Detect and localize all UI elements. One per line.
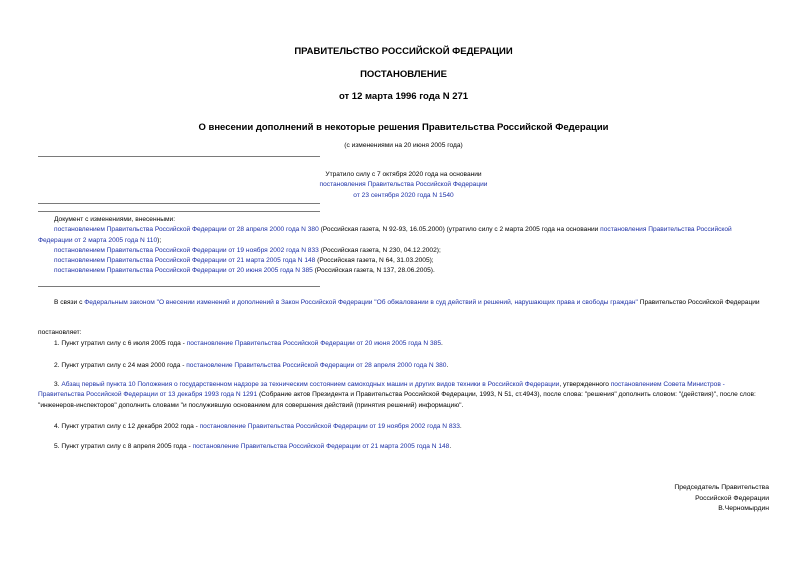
change-link-380[interactable]: постановлением Правительства Российской Федерации от 28 апреля 2000 года N 380	[54, 226, 319, 234]
federal-law-link[interactable]: Федеральным законом "О внесении изменений и дополнений в Закон Российской Федерации "Об обжаловании в суд действий и решений, нарушающих права и свободы граждан"	[84, 299, 638, 306]
expired-link[interactable]: постановления Правительства Российской Федерации	[319, 181, 488, 189]
point-2: 2. Пункт утратил силу с 24 мая 2000 года - постановление Правительства Российской Федерации от 28 апреля 2000 года N 380.	[54, 362, 449, 369]
point-3: 3. Абзац первый пункта 10 Положения о государственном надзоре за техническим состоянием самоходных машин и других видов техники в Российской Федерации, утвержденного постановлением Совета Министров - Правительства Российской Федерации от 13 декабря 1993 года N 1291 (Собрание актов Президента и Правительства Российской Федерации, 1993, N 51, ст.4943), после слова: "решения" дополнить словом: "(действия)", после слов: "инженеров-инспекторов" дополнить словами "и послужившую основанием для совершения действий (принятия решений) информацию".	[38, 381, 756, 409]
change-link-110[interactable]: постановления Правительства Российской Федерации от 2 марта 2005 года N 110	[38, 226, 732, 244]
divider-line	[38, 156, 320, 157]
change-link-833[interactable]: постановлением Правительства Российской Федерации от 19 ноября 2002 года N 833	[54, 246, 319, 254]
divider-line	[38, 211, 320, 212]
expired-notice	[0, 170, 807, 201]
change-item: постановлением Правительства Российской Федерации от 20 июня 2005 года N 385 (Российская газета, N 137, 28.06.2005).	[54, 267, 435, 275]
divider-line	[38, 203, 320, 204]
header-government: ПРАВИТЕЛЬСТВО РОССИЙСКОЙ ФЕДЕРАЦИИ	[294, 46, 513, 57]
point-3-regulation-link[interactable]: Абзац первый пункта 10 Положения о государственном надзоре за техническим состоянием самоходных машин и других видов техники в Российской Федерации	[61, 381, 560, 388]
point-4-link[interactable]: постановление Правительства Российской Федерации от 19 ноября 2002 года N 833	[199, 423, 460, 430]
change-item: постановлением Правительства Российской Федерации от 21 марта 2005 года N 148 (Российская газета, N 64, 31.03.2005);	[54, 257, 434, 265]
signature-name: В.Черномырдин	[718, 505, 769, 513]
change-item: постановлением Правительства Российской Федерации от 28 апреля 2000 года N 380 (Российская газета, N 92-93, 16.05.2000) (утратило силу с 2 марта 2005 года на основании постановления Правительства Российской Федерации от 2 марта 2005 года N 110);	[38, 226, 732, 244]
changes-intro: Документ с изменениями, внесенными:	[54, 216, 176, 223]
signature-block	[674, 483, 769, 515]
point-5-link[interactable]: постановление Правительства Российской Федерации от 21 марта 2005 года N 148	[192, 443, 450, 450]
document-subtitle: (с изменениями на 20 июня 2005 года)	[344, 142, 463, 149]
change-item: постановлением Правительства Российской Федерации от 19 ноября 2002 года N 833 (Российская газета, N 230, 04.12.2002);	[54, 246, 441, 254]
changes-block	[38, 215, 768, 277]
document-title: О внесении дополнений в некоторые решения Правительства Российской Федерации	[198, 122, 609, 133]
point-1-link[interactable]: постановление Правительства Российской Федерации от 20 июня 2005 года N 385	[186, 340, 441, 347]
point-2-link[interactable]: постановление Правительства Российской Федерации от 28 апреля 2000 года N 380	[186, 362, 447, 369]
change-link-385[interactable]: постановлением Правительства Российской Федерации от 20 июня 2005 года N 385	[54, 267, 313, 275]
point-5: 5. Пункт утратил силу с 8 апреля 2005 года - постановление Правительства Российской Федерации от 21 марта 2005 года N 148.	[54, 443, 452, 450]
header-date: от 12 марта 1996 года N 271	[338, 91, 469, 102]
divider-line	[38, 286, 320, 287]
point-4: 4. Пункт утратил силу с 12 декабря 2002 года - постановление Правительства Российской Федерации от 19 ноября 2002 года N 833.	[54, 423, 462, 430]
expired-line1: Утратило силу с 7 октября 2020 года на основании	[325, 171, 482, 178]
signature-country: Российской Федерации	[695, 494, 769, 502]
point-1: 1. Пункт утратил силу с 6 июля 2005 года - постановление Правительства Российской Федерации от 20 июня 2005 года N 385.	[54, 340, 443, 347]
header-resolution: ПОСТАНОВЛЕНИЕ	[360, 69, 447, 80]
change-link-148[interactable]: постановлением Правительства Российской Федерации от 21 марта 2005 года N 148	[54, 257, 316, 265]
signature-position: Председатель Правительства	[674, 484, 769, 491]
preamble-paragraph: В связи с Федеральным законом "О внесении изменений и дополнений в Закон Российской Федерации "Об обжаловании в суд действий и решений, нарушающих права и свободы граждан" Правительство Российской Федерации	[54, 299, 760, 306]
expired-link-date[interactable]: от 23 сентября 2020 года N 1540	[353, 191, 454, 199]
decides-text: постановляет:	[38, 329, 82, 336]
point-3-council-link[interactable]: постановлением Совета Министров - Правительства Российской Федерации от 13 декабря 1993 года N 1291	[38, 381, 725, 399]
